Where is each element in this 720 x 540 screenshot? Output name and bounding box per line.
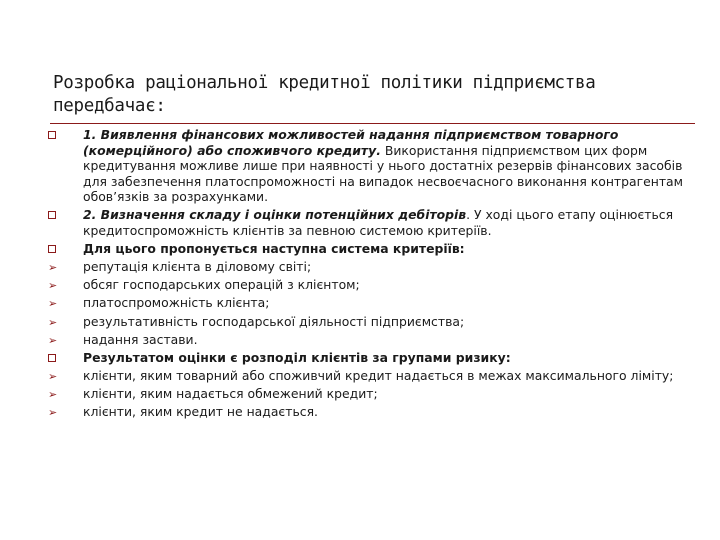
list-item — [48, 259, 688, 275]
list-item — [48, 127, 688, 205]
item-emphasis: 2. Визначення складу і оцінки потенційних дебіторів — [83, 207, 467, 223]
square-bullet-icon — [48, 211, 56, 219]
item-text: клієнти, яким кредит не надається. — [83, 404, 318, 419]
item-heading: Для цього пропонується наступна система критеріїв: — [83, 241, 465, 257]
slide-title: Розробка раціональної кредитної політики підприємства передбачає: — [53, 73, 596, 116]
arrow-bullet-icon: ➢ — [48, 387, 58, 401]
arrow-bullet-icon: ➢ — [48, 406, 58, 419]
arrow-bullet-icon: ➢ — [48, 315, 58, 329]
arrow-bullet-icon: ➢ — [48, 279, 58, 293]
item-text: обсяг господарських операцій з клієнтом; — [83, 277, 360, 293]
arrow-bullet-icon: ➢ — [48, 297, 58, 311]
list-item — [48, 241, 688, 257]
item-text: клієнти, яким надається обмежений кредит; — [83, 385, 378, 401]
list-item — [48, 332, 688, 348]
item-text: надання застави. — [83, 331, 198, 347]
arrow-bullet-icon: ➢ — [48, 333, 58, 347]
item-heading: Результатом оцінки є розподіл клієнтів за групами ризику: — [83, 349, 511, 365]
item-text: результативність господарської діяльності підприємства; — [83, 313, 465, 329]
item-text: платоспроможність клієнта; — [83, 295, 270, 311]
list-item — [48, 350, 688, 366]
list-item — [48, 368, 688, 384]
list-item — [48, 277, 688, 293]
bullet-list — [48, 127, 688, 422]
item-text: клієнти, яким товарний або споживчий кредит надається в межах максимального ліміту; — [83, 367, 674, 383]
item-text: . У ході цього етапу оцінюється кредитоспроможність клієнтів за певною системою критеріїв. — [83, 207, 674, 239]
arrow-bullet-icon: ➢ — [48, 369, 58, 383]
item-text: репутація клієнта в діловому світі; — [83, 259, 312, 275]
list-item — [48, 404, 688, 420]
item-text: Використання підприємством цих форм кредитування можливе лише при наявності у нього достатніх резервів фінансових засобів для забезпечення платоспроможності на випадок несвоєчасного виконання контрагентам обов’язків за розрахунками. — [83, 142, 683, 205]
square-bullet-icon — [48, 245, 56, 253]
item-emphasis: 1. Виявлення фінансових можливостей надання підприємством товарного (комерційного) або споживчого кредиту. — [83, 127, 619, 158]
list-item — [48, 207, 688, 238]
square-bullet-icon — [48, 131, 56, 139]
list-item — [48, 295, 688, 311]
title-divider — [50, 123, 695, 124]
square-bullet-icon — [48, 354, 56, 362]
list-item — [48, 314, 688, 330]
arrow-bullet-icon: ➢ — [48, 261, 58, 275]
list-item — [48, 386, 688, 402]
